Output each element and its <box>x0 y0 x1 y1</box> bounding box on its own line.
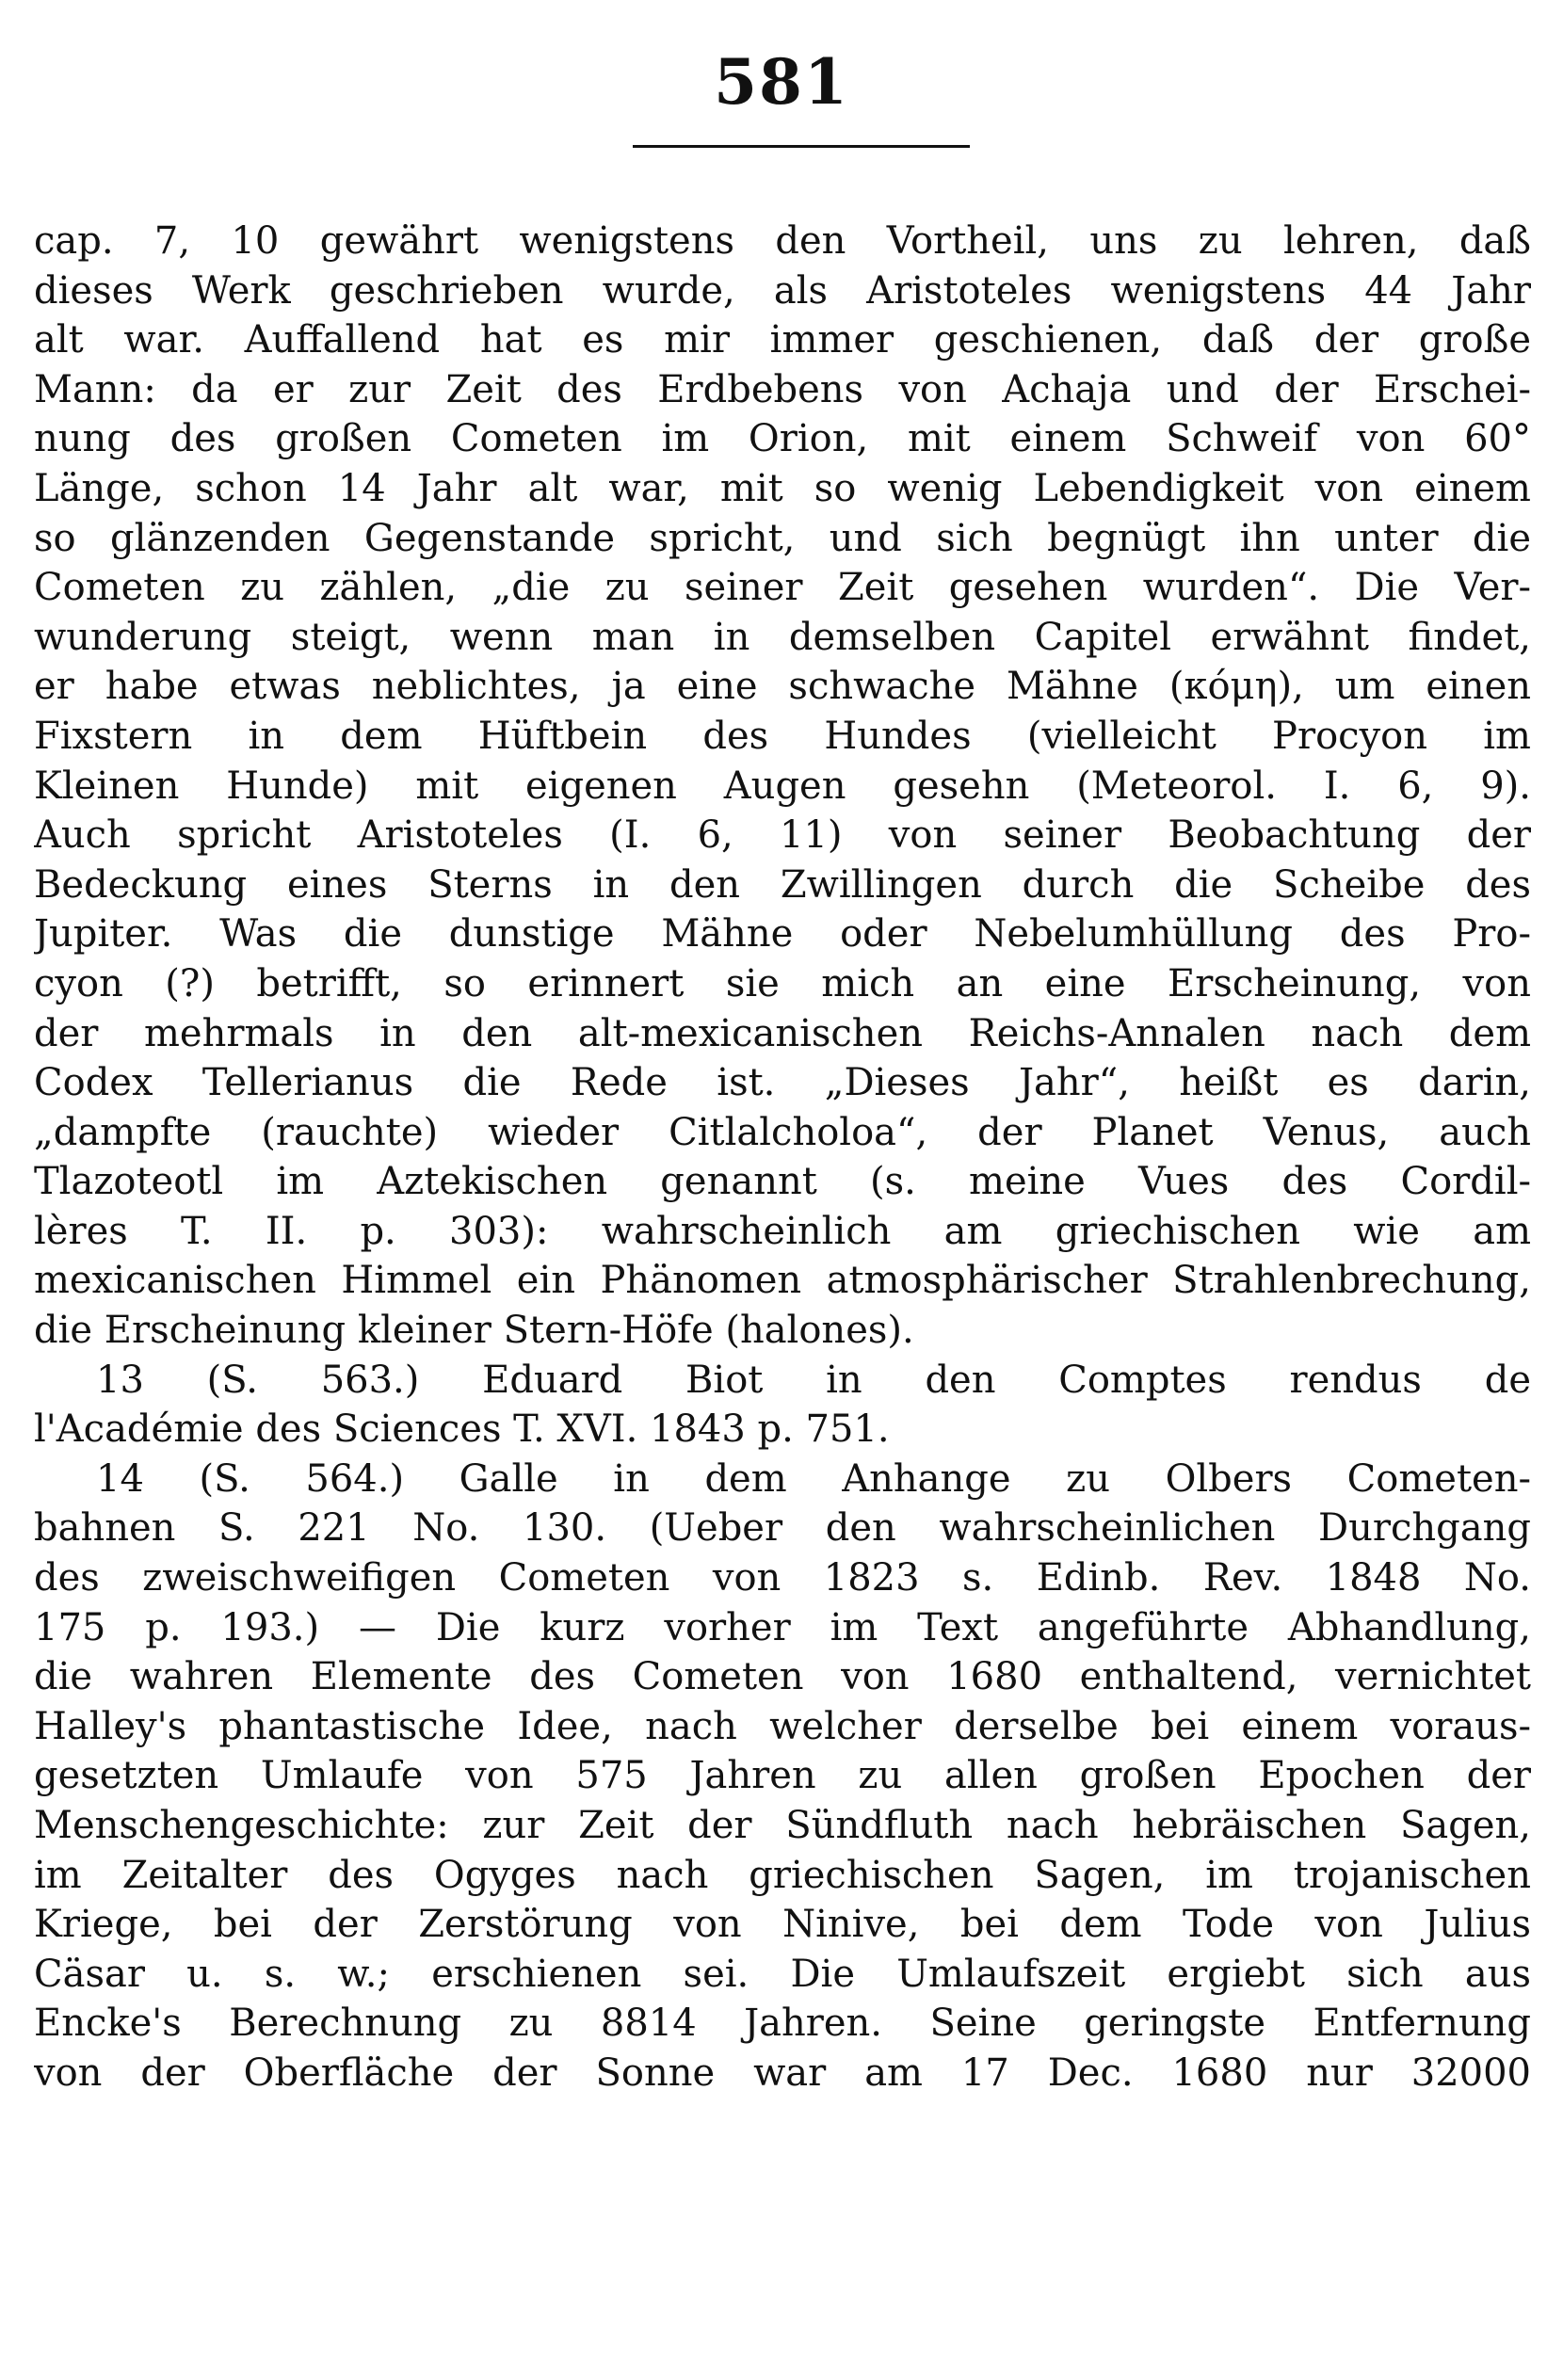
text-line: die Erscheinung kleiner Stern-Höfe (halones). <box>34 1309 914 1353</box>
footnote-14-line: Menschengeschichte: zur Zeit der Sündfluth nach hebräischen Sagen, <box>34 1804 1531 1847</box>
footnote-14-line: 14 (S. 564.) Galle in dem Anhange zu Olbers Cometen- <box>96 1456 1531 1501</box>
footnote-13-line: l'Académie des Sciences T. XVI. 1843 p. 751. <box>34 1407 890 1452</box>
text-line: lères T. II. p. 303): wahrscheinlich am griechischen wie am <box>34 1209 1531 1253</box>
text-line: cap. 7, 10 gewährt wenigstens den Vortheil, uns zu lehren, daß <box>34 219 1531 263</box>
text-line: alt war. Auffallend hat es mir immer geschienen, daß der große <box>34 318 1531 362</box>
text-line: Mann: da er zur Zeit des Erdbebens von Achaja und der Erschei- <box>34 367 1531 411</box>
body-text <box>34 217 1531 2099</box>
footnote-14-line: Kriege, bei der Zerstörung von Ninive, bei dem Tode von Julius <box>34 1903 1531 1947</box>
text-line: nung des großen Cometen im Orion, mit einem Schweif von 60° <box>34 417 1531 461</box>
text-line: er habe etwas neblichtes, ja eine schwache Mähne (κόμη), um einen <box>34 665 1531 709</box>
text-line: der mehrmals in den alt-mexicanischen Reichs-Annalen nach dem <box>34 1011 1531 1055</box>
footnote-14-line: gesetzten Umlaufe von 575 Jahren zu allen großen Epochen der <box>34 1754 1531 1798</box>
footnote-14-line: Cäsar u. s. w.; erschienen sei. Die Umlaufszeit ergiebt sich aus <box>34 1952 1531 1996</box>
text-line: Cometen zu zählen, „die zu seiner Zeit gesehen wurden“. Die Ver- <box>34 566 1531 610</box>
text-line: cyon (?) betrifft, so erinnert sie mich an eine Erscheinung, von <box>34 961 1531 1005</box>
header-rule <box>633 145 970 148</box>
footnote-14-line: des zweischweifigen Cometen von 1823 s. Edinb. Rev. 1848 No. <box>34 1556 1531 1600</box>
page-number: 581 <box>714 45 849 119</box>
text-line: Bedeckung eines Sterns in den Zwillingen durch die Scheibe des <box>34 862 1531 907</box>
footnote-14-line: im Zeitalter des Ogyges nach griechischen Sagen, im trojanischen <box>34 1853 1531 1897</box>
text-line: Jupiter. Was die dunstige Mähne oder Nebelumhüllung des Pro- <box>34 912 1531 957</box>
text-line: wunderung steigt, wenn man in demselben Capitel erwähnt findet, <box>34 615 1531 659</box>
text-line: mexicanischen Himmel ein Phänomen atmosphärischer Strahlenbrechung, <box>34 1259 1531 1303</box>
footnote-14-line: Halley's phantastische Idee, nach welcher derselbe bei einem voraus- <box>34 1704 1531 1748</box>
text-line: Länge, schon 14 Jahr alt war, mit so wenig Lebendigkeit von einem <box>34 466 1531 510</box>
text-line: dieses Werk geschrieben wurde, als Aristoteles wenigstens 44 Jahr <box>34 268 1531 313</box>
text-line: Fixstern in dem Hüftbein des Hundes (vielleicht Procyon im <box>34 714 1531 758</box>
text-line: Auch spricht Aristoteles (I. 6, 11) von seiner Beobachtung der <box>34 813 1531 858</box>
text-line: Kleinen Hunde) mit eigenen Augen gesehn (Meteorol. I. 6, 9). <box>34 764 1531 808</box>
text-line: „dampfte (rauchte) wieder Citlalcholoa“, der Planet Venus, auch <box>34 1110 1531 1154</box>
footnote-14-line: Encke's Berechnung zu 8814 Jahren. Seine geringste Entfernung <box>34 2002 1531 2046</box>
text-line: Tlazoteotl im Aztekischen genannt (s. meine Vues des Cordil- <box>34 1160 1531 1204</box>
footnote-14-line: die wahren Elemente des Cometen von 1680 enthaltend, vernichtet <box>34 1655 1531 1699</box>
footnote-14-line: bahnen S. 221 No. 130. (Ueber den wahrscheinlichen Durchgang <box>34 1506 1531 1551</box>
footnote-14-line: von der Oberfläche der Sonne war am 17 Dec. 1680 nur 32000 <box>34 2050 1531 2095</box>
footnote-13-line: 13 (S. 563.) Eduard Biot in den Comptes rendus de <box>96 1358 1531 1402</box>
text-line: so glänzenden Gegenstande spricht, und sich begnügt ihn unter die <box>34 516 1531 560</box>
footnote-14-line: 175 p. 193.) — Die kurz vorher im Text angeführte Abhandlung, <box>34 1605 1531 1649</box>
text-line: Codex Tellerianus die Rede ist. „Dieses Jahr“, heißt es darin, <box>34 1061 1531 1105</box>
